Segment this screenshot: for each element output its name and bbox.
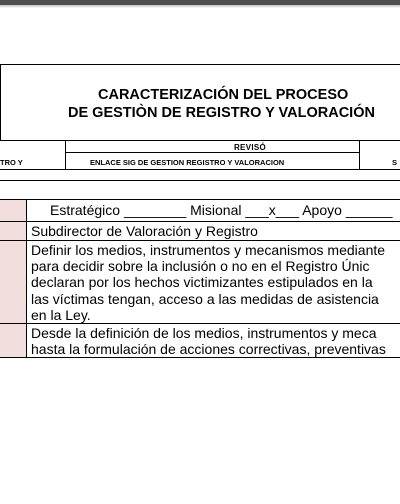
row-label-column [0, 200, 26, 357]
strategic-blank: ________ [123, 202, 187, 218]
scope-line: Desde la definición de los medios, instrumentos y meca [31, 325, 377, 341]
support-label: Apoyo [302, 202, 342, 218]
header-bottom-border [0, 140, 400, 141]
responsible-value: Subdirector de Valoración y Registro [31, 223, 258, 239]
support-blank: ______ [345, 202, 393, 218]
reviewer-role: ENLACE SIG DE GESTION REGISTRO Y VALORACION [90, 158, 285, 167]
strategic-label: Estratégico [50, 202, 121, 218]
title-line-1: CARACTERIZACIÓN DEL PROCESO [98, 87, 349, 103]
reviewed-label: REVISÓ [233, 143, 267, 152]
misional-mark: ___x___ [245, 202, 300, 218]
signature-col-divider-right [359, 140, 360, 170]
row-border-2 [0, 221, 400, 222]
table-top-border [0, 180, 400, 181]
signature-col-divider-left [65, 140, 66, 170]
header-top-border [0, 64, 400, 65]
row-border-1 [0, 199, 400, 200]
signature-right-fragment: S [392, 158, 398, 167]
objective-text [31, 242, 385, 323]
signature-left-fragment: TRO Y [0, 158, 23, 167]
document-title [16, 86, 400, 122]
reviewed-divider [65, 152, 360, 153]
misional-label: Misional [190, 202, 242, 218]
signature-bottom-border [0, 169, 400, 170]
objective-line: para decidir sobre la inclusión o no en el Registro Únic [31, 258, 370, 275]
label-column-border [26, 199, 27, 357]
scope-line: hasta la formulación de acciones correctivas, preventivas [31, 341, 386, 358]
row-border-4 [0, 323, 400, 324]
objective-line: en la Ley. [31, 306, 91, 323]
objective-line: Definir los medios, instrumentos y mecanismos mediante [31, 242, 386, 258]
process-type-row [50, 202, 393, 218]
objective-line: las víctimas tengan, acceso a las medidas de asistencia [31, 290, 379, 307]
title-line-2: DE GESTIÒN DE REGISTRO Y VALORACIÓN [68, 105, 375, 121]
objective-line: declaran por los hechos victimizantes estipulados en la [31, 274, 373, 291]
scope-text [31, 325, 386, 357]
header-left-border [0, 64, 1, 141]
row-border-3 [0, 240, 400, 241]
